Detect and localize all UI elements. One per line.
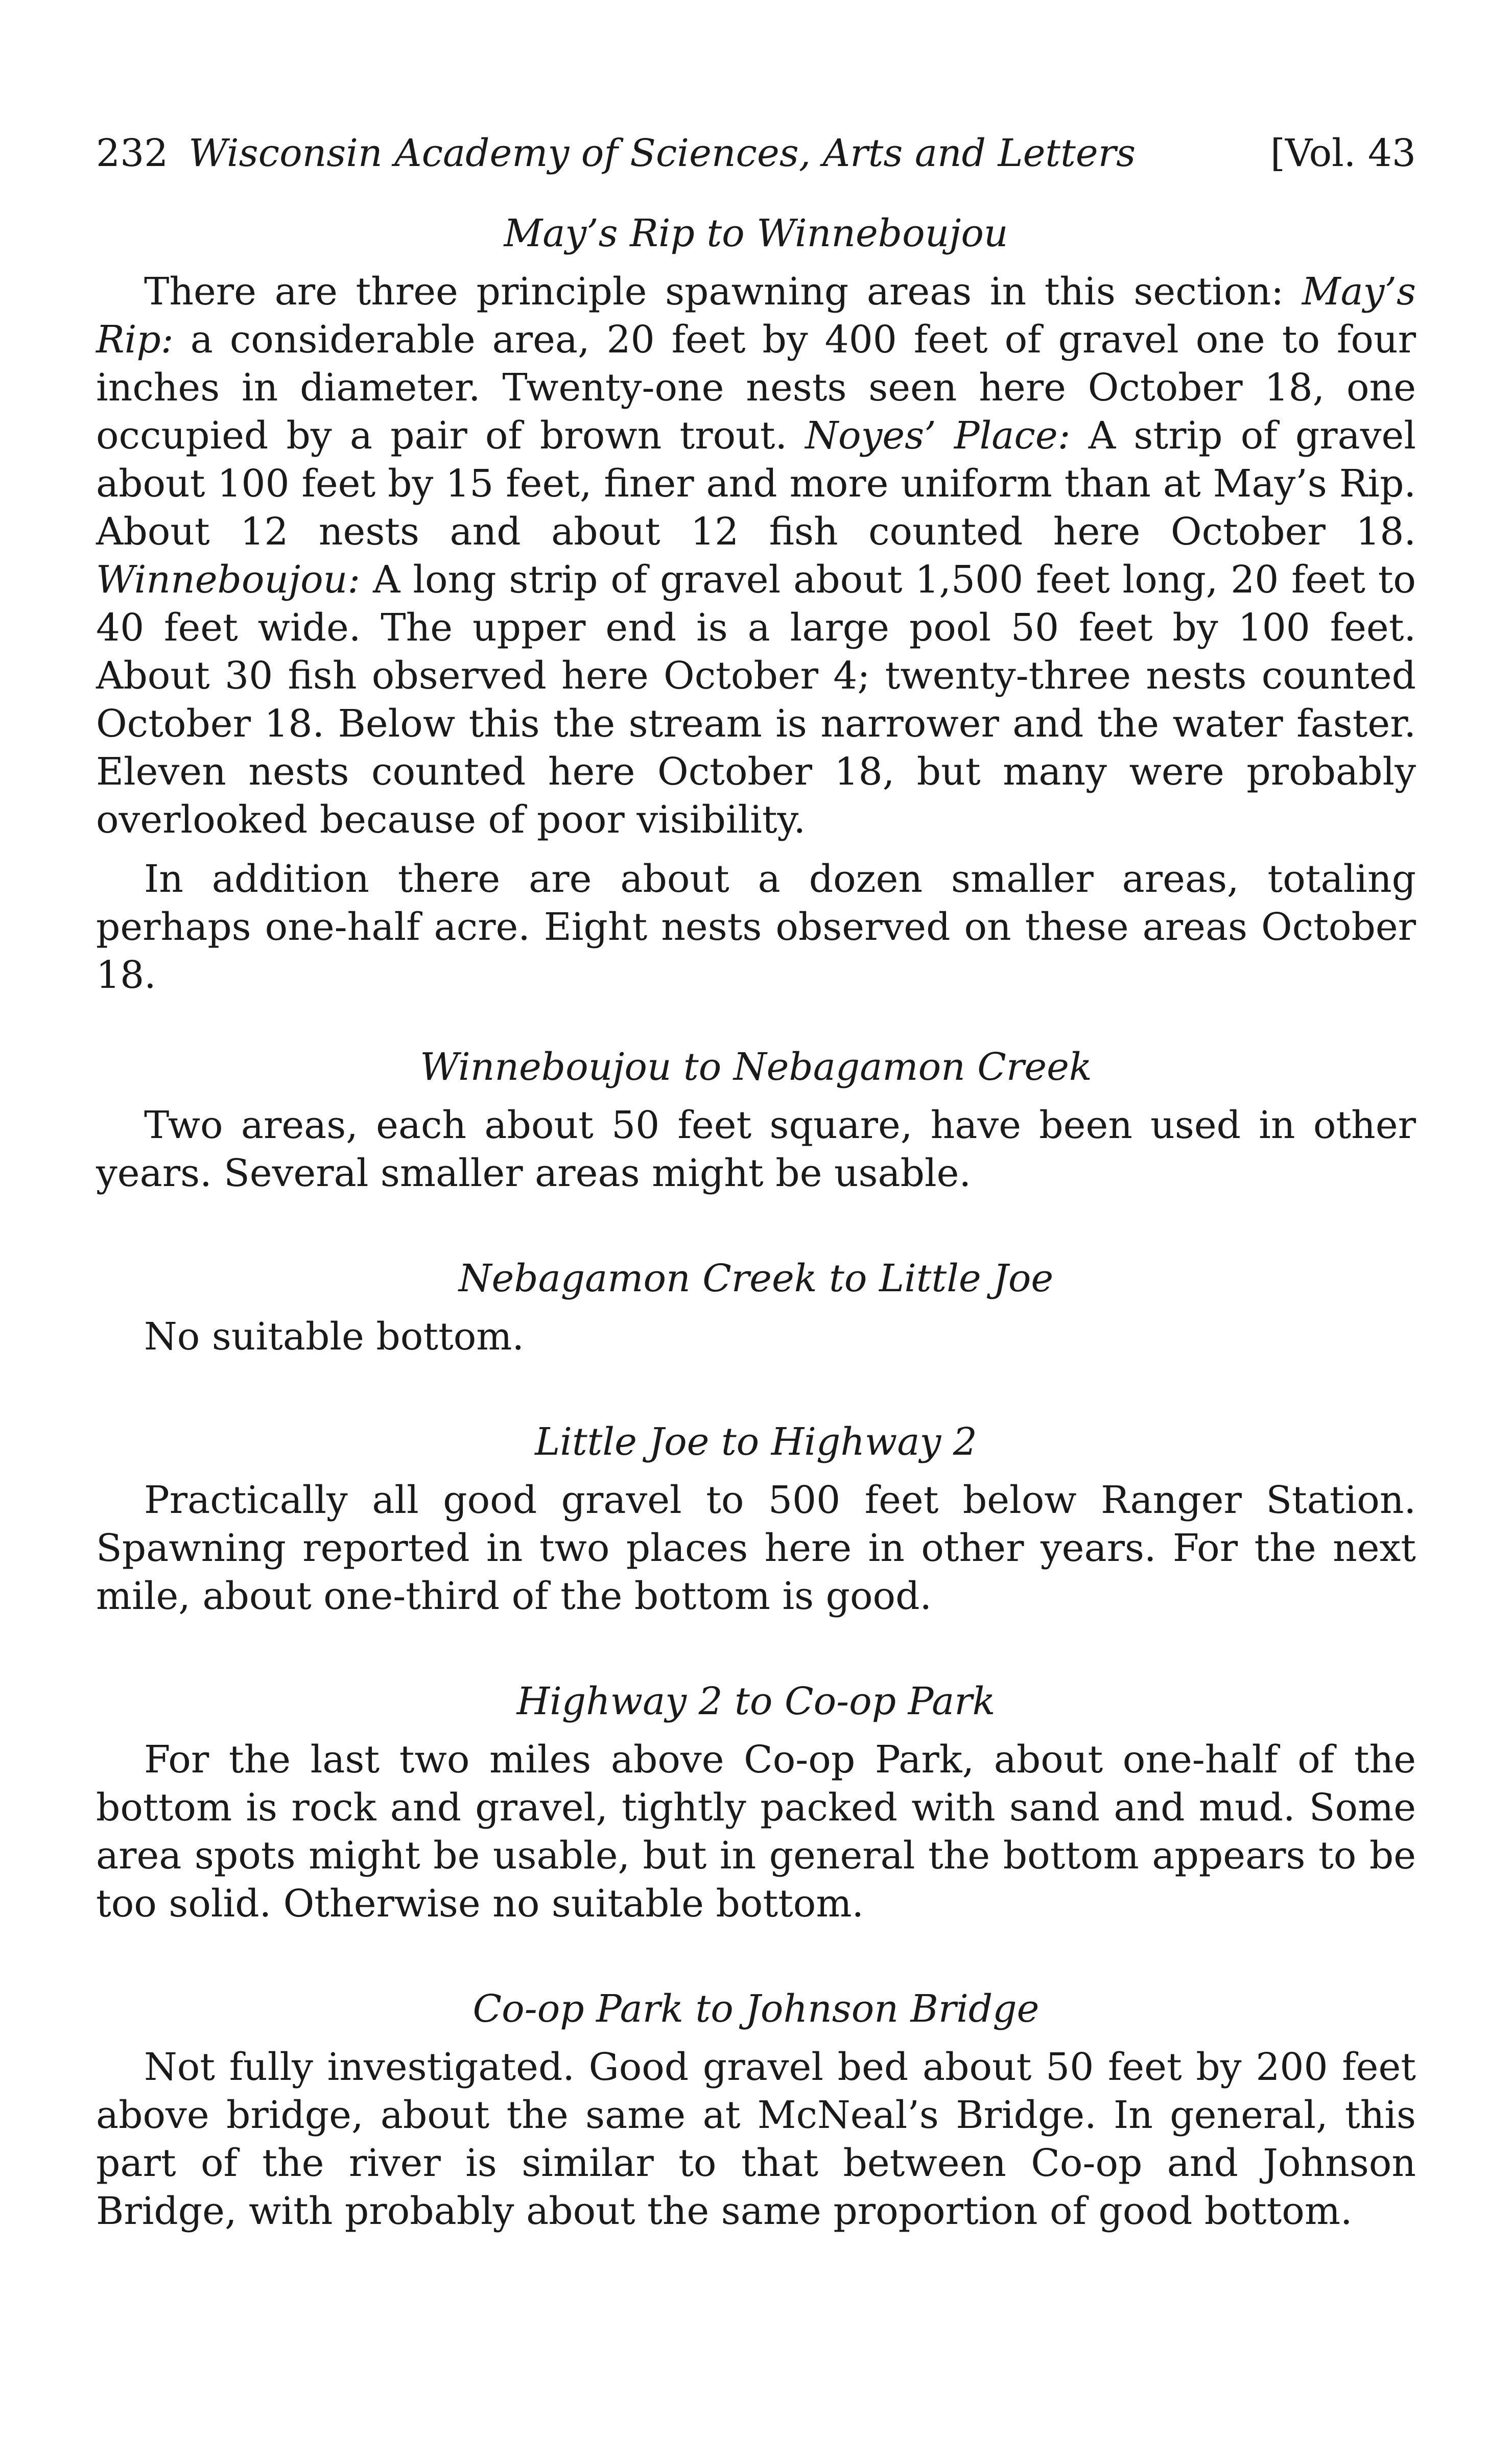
section-heading: Nebagamon Creek to Little Joe	[458, 1257, 1054, 1300]
text-run: A strip of gravel about 100 feet by 15 feet, finer and more uniform than at May’s Rip. About 12 nests and about 12 fish counted here October 18.	[96, 414, 1416, 554]
text-run: Practically all good gravel to 500 feet below Ranger Station. Spawning reported in two places here in other years. For the next mile, about one-third of the bottom is good.	[96, 1478, 1416, 1618]
volume-label: [Vol. 43	[1270, 131, 1416, 175]
section-winneboujou	[96, 1043, 1416, 1197]
section-co-op-park	[96, 1985, 1416, 2235]
paragraph	[96, 268, 1416, 844]
section-mays-rip	[96, 209, 1416, 999]
page-number: 232	[96, 131, 169, 175]
page	[96, 128, 1416, 2235]
section-highway-2	[96, 1677, 1416, 1928]
text-run: Two areas, each about 50 feet square, have been used in other years. Several smaller areas might be usable.	[96, 1103, 1416, 1195]
place-name: Noyes’ Place:	[805, 414, 1071, 458]
running-head	[96, 128, 1416, 179]
section-heading: Little Joe to Highway 2	[535, 1420, 977, 1464]
text-run: For the last two miles above Co-op Park, about one-half of the bottom is rock and gravel, tightly packed with sand and mud. Some area spots might be usable, but in general the bottom appears to be too solid. Otherwise no suitable bottom.	[96, 1738, 1416, 1926]
section-nebagamon-creek	[96, 1254, 1416, 1361]
paragraph	[96, 1476, 1416, 1620]
section-little-joe	[96, 1418, 1416, 1620]
section-heading: Highway 2 to Co-op Park	[516, 1679, 996, 1723]
text-run: Not fully investigated. Good gravel bed about 50 feet by 200 feet above bridge, about the same at McNeal’s Bridge. In general, this part of the river is similar to that between Co-op and Johnson Bridge, with probably about the same proportion of good bottom.	[96, 2045, 1416, 2233]
text-run: a considerable area, 20 feet by 400 feet of gravel one to four inches in diameter. Twenty-one nests seen here October 18, one occupied by a pair of brown trout.	[96, 318, 1416, 458]
place-name: May’s Rip:	[96, 270, 1416, 362]
place-name: Winneboujou:	[96, 558, 361, 602]
section-heading: Winneboujou to Nebagamon Creek	[420, 1045, 1092, 1089]
journal-title: Wisconsin Academy of Sciences, Arts and Letters	[188, 131, 1136, 175]
paragraph	[96, 855, 1416, 999]
paragraph	[96, 1313, 1416, 1361]
paragraph	[96, 1736, 1416, 1928]
paragraph	[96, 1101, 1416, 1197]
text-run: A long strip of gravel about 1,500 feet long, 20 feet to 40 feet wide. The upper end is a large pool 50 feet by 100 feet. About 30 fish observed here October 4; twenty-three nests counted October 18. Below this the stream is narrower and the water faster. Eleven nests counted here October 18, but many were probably overlooked because of poor visibility.	[96, 558, 1416, 842]
text-run: There are three principle spawning areas in this section:	[144, 270, 1302, 314]
text-run: No suitable bottom.	[144, 1315, 524, 1359]
section-heading: Co-op Park to Johnson Bridge	[472, 1987, 1040, 2031]
section-heading: May’s Rip to Winneboujou	[504, 211, 1008, 255]
paragraph	[96, 2043, 1416, 2235]
text-run: In addition there are about a dozen smaller areas, totaling perhaps one-half acre. Eight nests observed on these areas October 18.	[96, 857, 1416, 997]
